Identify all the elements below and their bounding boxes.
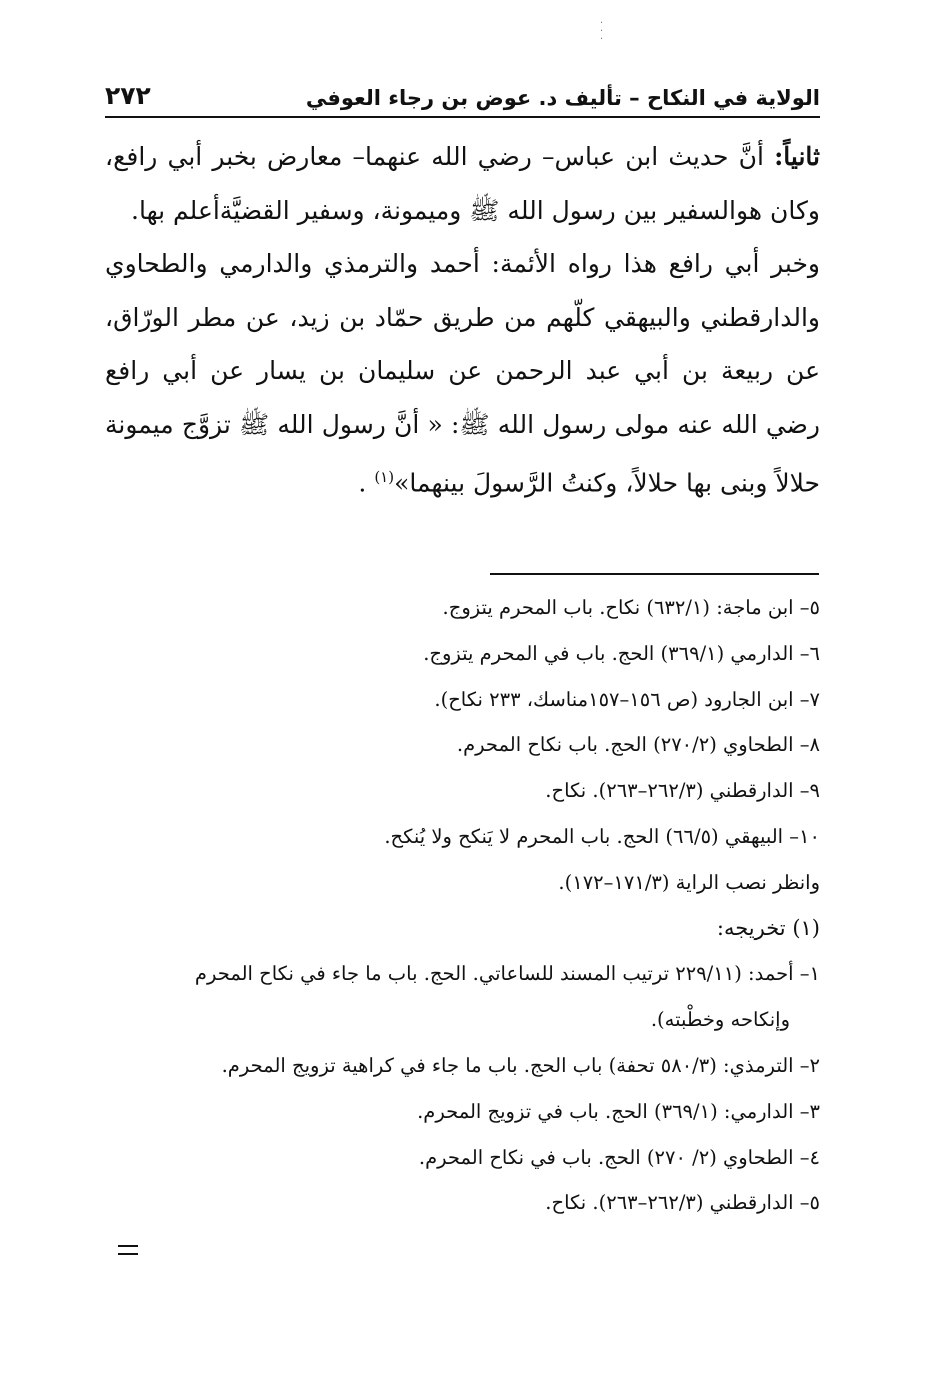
footnote-reference: (١) [374, 468, 395, 486]
footnote-item: ٥– ابن ماجة: (٦٣٢/١) نكاح. باب المحرم يتزوج. [442, 596, 820, 619]
footnote-item: ٦– الدارمي (٣٦٩/١) الحج. باب في المحرم يتزوج. [423, 641, 820, 665]
scan-artifact-dots: · · · [600, 18, 604, 45]
paragraph-2-text: وخبر أبي رافع هذا رواه الأئمة: أحمد والترمذي والدارمي والطحاوي والدارقطني والبيهقي كلّهم من طريق حمّاد بن زيد، عن مطر الورّاق، عن ربيعة بن أبي عبد الرحمن عن سليمان بن يسار عن أبي رافع رضي الله عنه مولى رسول الله ﷺ: « أنَّ رسول الله ﷺ تزوَّج ميمونة حلالاً وبنى بها حلالاً، وكنتُ الرَّسولَ بينهما» [105, 249, 820, 498]
end-mark [118, 1245, 138, 1255]
footnote-item: ١٠– البيهقي (٦٦/٥) الحج. باب المحرم لا يَنكح ولا يُنكح. [384, 824, 820, 848]
page-number: ٢٧٢ [105, 81, 151, 110]
paragraph-1 [105, 130, 820, 237]
paragraph-lead: ثانياً: [774, 142, 820, 171]
takhrij-item: ٤– الطحاوي (٢/ ٢٧٠) الحج. باب في نكاح المحرم. [418, 1145, 820, 1169]
footnote-item: ٧– ابن الجارود (ص ١٥٦–١٥٧مناسك، ٢٣٣ نكاح). [434, 687, 820, 711]
main-text [105, 130, 820, 510]
footnote-item: وانظر نصب الراية (١٧١/٣–١٧٢). [558, 870, 820, 894]
footnotes [140, 585, 820, 1226]
footnote-separator [490, 573, 819, 575]
paragraph-1-text: أنَّ حديث ابن عباس– رضي الله عنهما– معارض بخبر أبي رافع، وكان هوالسفير بين رسول الله ﷺ وميمونة، وسفير القضيَّةأعلم بها. [105, 142, 820, 225]
takhrij-item: ٥– الدارقطني (٢٦٢/٣–٢٦٣). نكاح. [545, 1191, 820, 1215]
takhrij-item: ٢– الترمذي: (٥٨٠/٣ تحفة) باب الحج. باب ما جاء في كراهية تزويج المحرم. [221, 1053, 820, 1077]
page-header [105, 72, 820, 118]
footnote-item: ٩– الدارقطني (٢٦٢/٣–٢٦٣). نكاح. [545, 779, 820, 803]
running-title: الولاية في النكاح – تأليف د. عوض بن رجاء العوفي [305, 86, 820, 110]
takhrij-item: ٣– الدارمي: (٣٦٩/١) الحج. باب في تزويج المحرم. [417, 1099, 820, 1123]
takhrij-item-continuation: وإنكاحه وخطْبته). [650, 1008, 790, 1032]
takhrij-item: ١– أحمد: (٢٢٩/١١ ترتيب المسند للساعاتي. الحج. باب ما جاء في نكاح المحرم [194, 962, 820, 986]
paragraph-2 [105, 237, 820, 510]
footnote-item: ٨– الطحاوي (٢٧٠/٢) الحج. باب نكاح المحرم. [456, 733, 820, 757]
takhrij-heading: (١) تخريجه: [716, 915, 820, 940]
paragraph-2-end: . [358, 468, 375, 498]
